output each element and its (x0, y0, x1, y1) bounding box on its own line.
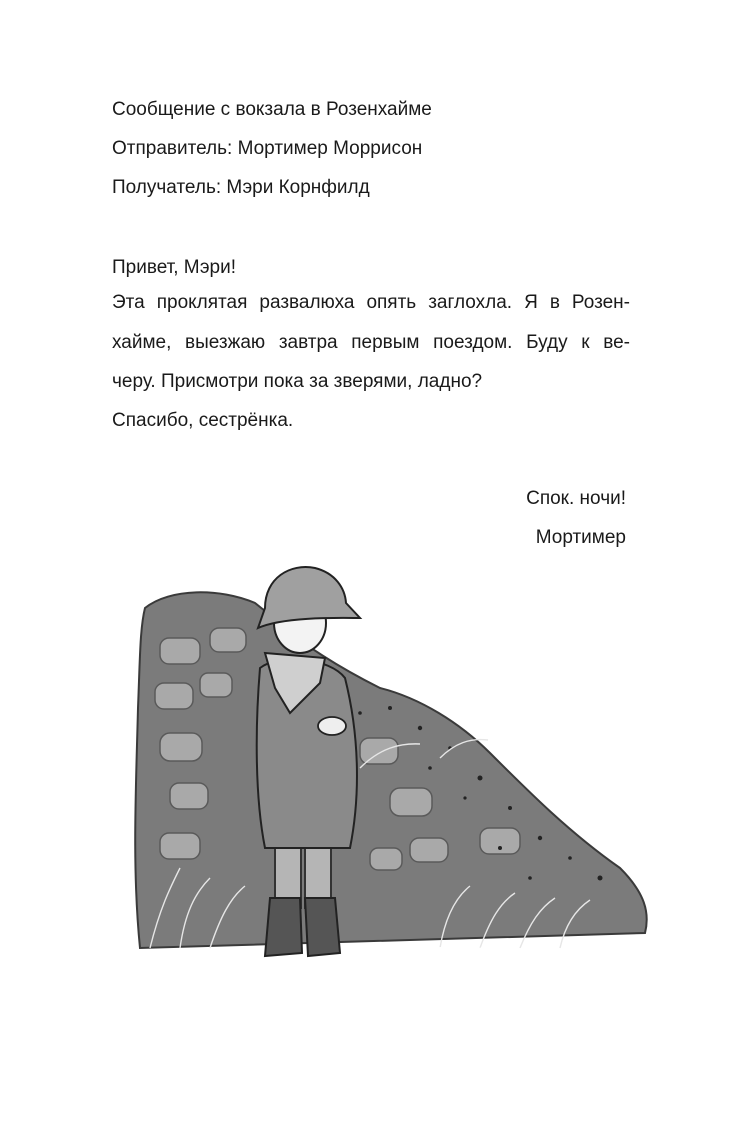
letter-line: черу. Присмотри пока за зверями, ладно? (112, 371, 483, 392)
message-sender: Отправитель: Мортимер Моррисон (112, 138, 423, 159)
man-in-raincoat-by-rock-illustration (60, 548, 670, 1000)
letter-greeting: Привет, Мэри! (112, 257, 237, 278)
letter-signature: Мортимер (535, 527, 626, 548)
letter-line: хайме, выезжаю завтра первым поездом. Буду к ве- (112, 332, 630, 353)
letter-line: Эта проклятая развалюха опять заглохла. Я в Розен- (112, 292, 630, 313)
letter-closing: Спок. ночи! (526, 488, 626, 509)
message-recipient: Получатель: Мэри Корнфилд (112, 177, 370, 198)
letter-line: Спасибо, сестрёнка. (112, 410, 294, 431)
message-subject: Сообщение с вокзала в Розенхайме (112, 99, 432, 120)
